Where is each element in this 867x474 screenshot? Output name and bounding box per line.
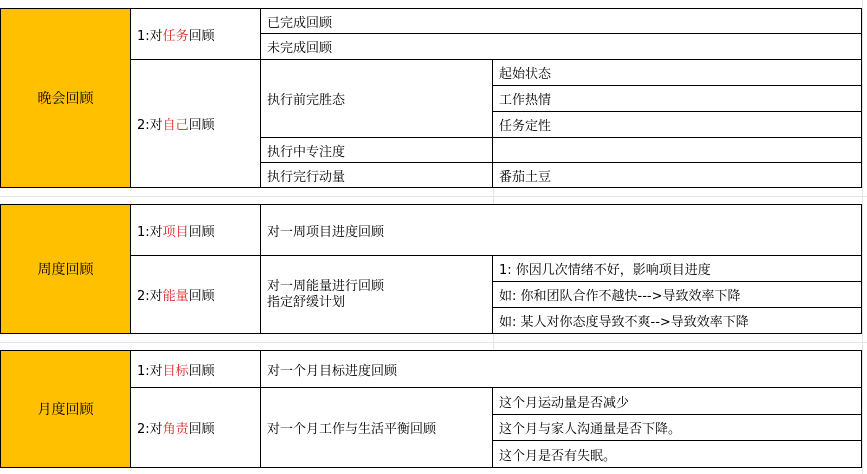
task-review-prefix: 1:对 bbox=[137, 28, 163, 44]
pre-item-start-state: 起始状态 bbox=[499, 67, 552, 82]
pre-item-cell[interactable] bbox=[493, 86, 862, 112]
energy-item-text: 如: 你和团队合作不越快--->导致效率下降 bbox=[499, 289, 741, 304]
evening-review-title: 晚会回顾 bbox=[37, 91, 94, 107]
pre-item-task-definition: 任务定性 bbox=[499, 119, 552, 134]
mid-execution-cell[interactable] bbox=[261, 138, 493, 163]
gridline bbox=[493, 188, 494, 204]
project-review-suffix: 回顾 bbox=[188, 224, 215, 240]
empty-cell[interactable] bbox=[493, 138, 862, 163]
project-desc-cell[interactable] bbox=[261, 204, 862, 256]
goal-review-cell[interactable] bbox=[131, 350, 261, 388]
task-item-cell[interactable] bbox=[261, 8, 862, 34]
energy-review-suffix: 回顾 bbox=[188, 289, 215, 304]
pre-execution-label: 执行前完胜态 bbox=[267, 93, 346, 108]
task-review-keyword: 任务 bbox=[162, 28, 189, 44]
energy-desc-cell[interactable] bbox=[261, 256, 493, 334]
gridline bbox=[862, 0, 863, 474]
project-desc-text: 对一周项目进度回顾 bbox=[267, 224, 385, 240]
energy-item-text: 如: 某人对你态度导致不爽-->导致效率下降 bbox=[499, 315, 749, 330]
energy-review-keyword: 能量 bbox=[162, 289, 189, 304]
task-review-cell[interactable] bbox=[131, 8, 261, 60]
role-desc-text: 对一个月工作与生活平衡回顾 bbox=[267, 422, 437, 437]
project-review-cell[interactable] bbox=[131, 204, 261, 256]
pre-item-work-passion: 工作热情 bbox=[499, 93, 552, 108]
gridline bbox=[0, 196, 867, 197]
weekly-review-header[interactable] bbox=[0, 204, 131, 334]
goal-desc-cell[interactable] bbox=[261, 350, 862, 388]
role-item-text: 这个月是否有失眠。 bbox=[499, 448, 617, 464]
task-review-suffix: 回顾 bbox=[188, 28, 215, 44]
pre-execution-cell[interactable] bbox=[261, 60, 493, 138]
task-item-uncompleted: 未完成回顾 bbox=[267, 41, 333, 56]
task-item-cell[interactable] bbox=[261, 34, 862, 60]
task-item-completed: 已完成回顾 bbox=[267, 15, 333, 31]
self-review-suffix: 回顾 bbox=[188, 118, 215, 133]
energy-review-cell[interactable] bbox=[131, 256, 261, 334]
gridline bbox=[0, 342, 867, 343]
weekly-review-title: 周度回顾 bbox=[37, 262, 94, 278]
role-item-cell[interactable] bbox=[493, 441, 862, 468]
goal-review-suffix: 回顾 bbox=[188, 363, 215, 379]
self-review-keyword: 自己 bbox=[162, 118, 189, 133]
monthly-review-title: 月度回顾 bbox=[37, 402, 94, 418]
energy-item-text: 1: 你因几次情绪不好，影响项目进度 bbox=[499, 263, 711, 278]
self-review-prefix: 2:对 bbox=[137, 118, 163, 133]
role-review-suffix: 回顾 bbox=[188, 422, 215, 437]
self-review-cell[interactable] bbox=[131, 60, 261, 188]
energy-desc-line-1: 对一周能量进行回顾 bbox=[267, 278, 385, 294]
goal-review-prefix: 1:对 bbox=[137, 363, 163, 379]
role-desc-cell[interactable] bbox=[261, 388, 493, 468]
goal-desc-text: 对一个月目标进度回顾 bbox=[267, 363, 398, 379]
role-item-text: 这个月运动量是否减少 bbox=[499, 395, 630, 411]
role-item-cell[interactable] bbox=[493, 388, 862, 415]
monthly-review-header[interactable] bbox=[0, 350, 131, 468]
post-value-cell[interactable] bbox=[493, 163, 862, 188]
post-execution-cell[interactable] bbox=[261, 163, 493, 188]
energy-desc-line-2: 指定舒缓计划 bbox=[267, 294, 346, 310]
energy-item-cell[interactable] bbox=[493, 256, 862, 282]
gridline bbox=[493, 334, 494, 350]
role-item-cell[interactable] bbox=[493, 415, 862, 441]
energy-item-cell[interactable] bbox=[493, 308, 862, 334]
mid-execution-label: 执行中专注度 bbox=[267, 144, 346, 160]
goal-review-keyword: 目标 bbox=[162, 363, 189, 379]
role-review-prefix: 2:对 bbox=[137, 422, 163, 437]
role-item-text: 这个月与家人沟通量是否下降。 bbox=[499, 422, 682, 437]
energy-item-cell[interactable] bbox=[493, 282, 862, 308]
project-review-prefix: 1:对 bbox=[137, 224, 163, 240]
project-review-keyword: 项目 bbox=[162, 224, 189, 240]
pre-item-cell[interactable] bbox=[493, 60, 862, 86]
post-execution-label: 执行完行动量 bbox=[267, 169, 346, 185]
evening-review-header[interactable] bbox=[0, 8, 131, 188]
energy-review-prefix: 2:对 bbox=[137, 289, 163, 304]
role-review-cell[interactable] bbox=[131, 388, 261, 468]
post-value-text: 番茄土豆 bbox=[499, 169, 552, 185]
role-review-keyword: 角责 bbox=[162, 422, 189, 437]
pre-item-cell[interactable] bbox=[493, 112, 862, 138]
